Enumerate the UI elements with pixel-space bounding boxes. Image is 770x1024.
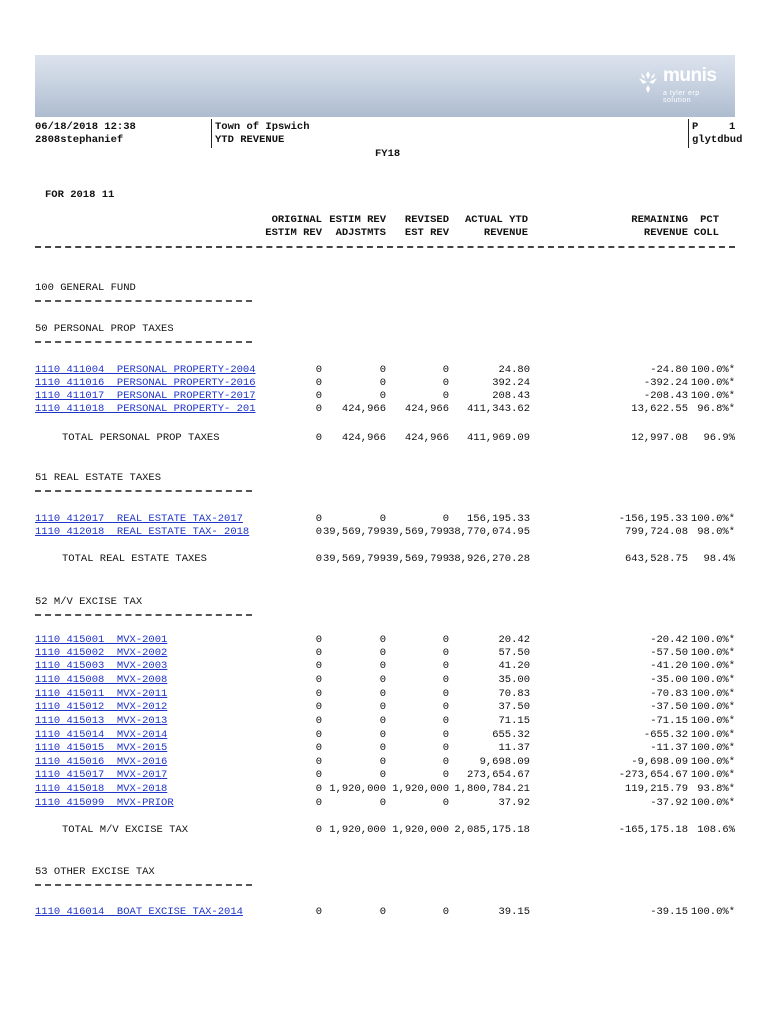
cell-remaining-revenue: -37.50	[650, 701, 688, 713]
account-row	[35, 526, 735, 539]
cell-pct-coll: 100.0%*	[690, 390, 735, 402]
cell-remaining-revenue: 119,215.79	[624, 783, 688, 795]
cell-original-estim-rev: 0	[315, 364, 322, 376]
cell-estim-rev-adjstmts: 0	[379, 715, 386, 727]
cell-original-estim-rev: 0	[315, 756, 322, 768]
cell-remaining-revenue: -24.80	[650, 364, 688, 376]
total-label: TOTAL PERSONAL PROP TAXES	[62, 432, 220, 444]
col-header-original-estim-rev	[265, 214, 322, 240]
cell-estim-rev-adjstmts: 0	[379, 660, 386, 672]
account-row	[35, 688, 735, 701]
cell-revised-est-rev: 0	[442, 797, 449, 809]
total-original-estim-rev: 0	[315, 553, 322, 565]
cell-original-estim-rev: 0	[315, 715, 322, 727]
cell-revised-est-rev: 0	[442, 906, 449, 918]
account-row	[35, 403, 735, 416]
cell-remaining-revenue: -208.43	[643, 390, 688, 402]
total-revised-est-rev: 1,920,000	[392, 824, 449, 836]
cell-actual-ytd-revenue: 156,195.33	[466, 513, 530, 525]
total-remaining-revenue: 643,528.75	[624, 553, 688, 565]
account-link[interactable]: 1110 415018 MVX-2018	[35, 783, 168, 795]
cell-remaining-revenue: -37.92	[650, 797, 688, 809]
col-header-pct-coll	[694, 214, 719, 240]
total-actual-ytd-revenue: 38,926,270.28	[448, 553, 530, 565]
header-divider-left	[211, 119, 212, 148]
cell-original-estim-rev: 0	[315, 783, 322, 795]
cell-original-estim-rev: 0	[315, 660, 322, 672]
cell-estim-rev-adjstmts: 0	[379, 742, 386, 754]
cell-estim-rev-adjstmts: 0	[379, 674, 386, 686]
cell-estim-rev-adjstmts: 0	[379, 797, 386, 809]
cell-pct-coll: 98.0%*	[697, 526, 735, 538]
cell-estim-rev-adjstmts: 0	[379, 634, 386, 646]
cell-pct-coll: 100.0%*	[690, 715, 735, 727]
cell-remaining-revenue: -655.32	[643, 729, 688, 741]
cell-revised-est-rev: 0	[442, 647, 449, 659]
report-user: 2808stephanief	[35, 134, 124, 146]
cell-pct-coll: 100.0%*	[690, 769, 735, 781]
account-link[interactable]: 1110 415008 MVX-2008	[35, 674, 168, 686]
col-header-line: ESTIM REV	[265, 227, 322, 239]
cell-pct-coll: 100.0%*	[690, 742, 735, 754]
cell-original-estim-rev: 0	[315, 688, 322, 700]
cell-revised-est-rev: 39,569,799	[385, 526, 449, 538]
cell-estim-rev-adjstmts: 0	[379, 688, 386, 700]
cell-actual-ytd-revenue: 24.80	[498, 364, 530, 376]
account-row	[35, 377, 735, 390]
account-row	[35, 674, 735, 687]
cell-actual-ytd-revenue: 41.20	[498, 660, 530, 672]
account-link[interactable]: 1110 415015 MVX-2015	[35, 742, 168, 754]
cell-pct-coll: 100.0%*	[690, 647, 735, 659]
cell-actual-ytd-revenue: 37.50	[498, 701, 530, 713]
section-title: 53 OTHER EXCISE TAX	[35, 866, 155, 878]
cell-pct-coll: 100.0%*	[690, 364, 735, 376]
cell-actual-ytd-revenue: 35.00	[498, 674, 530, 686]
account-link[interactable]: 1110 411017 PERSONAL PROPERTY-2017	[35, 390, 256, 402]
cell-original-estim-rev: 0	[315, 742, 322, 754]
report-banner	[35, 55, 735, 117]
col-header-remaining-revenue	[631, 214, 688, 240]
cell-actual-ytd-revenue: 39.15	[498, 906, 530, 918]
cell-original-estim-rev: 0	[315, 403, 322, 415]
account-link[interactable]: 1110 415003 MVX-2003	[35, 660, 168, 672]
cell-remaining-revenue: -71.15	[650, 715, 688, 727]
cell-actual-ytd-revenue: 37.92	[498, 797, 530, 809]
col-header-revised-est-rev	[405, 214, 449, 240]
section-title-rule	[35, 490, 252, 492]
cell-pct-coll: 100.0%*	[690, 513, 735, 525]
section-title-rule	[35, 341, 252, 343]
col-header-line: EST REV	[404, 227, 449, 239]
total-label: TOTAL M/V EXCISE TAX	[62, 824, 189, 836]
col-header-line: REMAINING	[631, 214, 688, 226]
account-link[interactable]: 1110 411018 PERSONAL PROPERTY- 201	[35, 403, 256, 415]
cell-estim-rev-adjstmts: 0	[379, 513, 386, 525]
header-rule	[35, 246, 735, 248]
account-link[interactable]: 1110 415013 MVX-2013	[35, 715, 168, 727]
cell-actual-ytd-revenue: 655.32	[492, 729, 530, 741]
total-actual-ytd-revenue: 2,085,175.18	[454, 824, 530, 836]
munis-logo	[633, 63, 725, 109]
cell-revised-est-rev: 0	[442, 742, 449, 754]
col-header-line: ADJSTMTS	[335, 227, 386, 239]
cell-revised-est-rev: 0	[442, 715, 449, 727]
col-header-line: REVISED	[404, 214, 449, 226]
cell-remaining-revenue: -35.00	[650, 674, 688, 686]
cell-remaining-revenue: -20.42	[650, 634, 688, 646]
cell-original-estim-rev: 0	[315, 526, 322, 538]
cell-original-estim-rev: 0	[315, 701, 322, 713]
fund-title: 100 GENERAL FUND	[35, 282, 136, 294]
total-original-estim-rev: 0	[315, 824, 322, 836]
cell-pct-coll: 100.0%*	[690, 674, 735, 686]
section-title-rule	[35, 614, 252, 616]
account-link[interactable]: 1110 415011 MVX-2011	[35, 688, 168, 700]
cell-remaining-revenue: -41.20	[650, 660, 688, 672]
account-link[interactable]: 1110 416014 BOAT EXCISE TAX-2014	[35, 906, 243, 918]
section-total-row	[35, 432, 735, 445]
cell-estim-rev-adjstmts: 1,920,000	[329, 783, 386, 795]
col-header-line: COLL	[693, 227, 719, 239]
cell-estim-rev-adjstmts: 0	[379, 701, 386, 713]
cell-remaining-revenue: 799,724.08	[624, 526, 688, 538]
fund-title-rule	[35, 300, 252, 302]
cell-actual-ytd-revenue: 11.37	[498, 742, 530, 754]
cell-actual-ytd-revenue: 70.83	[498, 688, 530, 700]
cell-pct-coll: 100.0%*	[690, 906, 735, 918]
cell-revised-est-rev: 0	[442, 390, 449, 402]
cell-revised-est-rev: 0	[442, 364, 449, 376]
cell-original-estim-rev: 0	[315, 377, 322, 389]
cell-remaining-revenue: 13,622.55	[631, 403, 688, 415]
cell-pct-coll: 100.0%*	[690, 688, 735, 700]
cell-revised-est-rev: 0	[442, 688, 449, 700]
org-name: Town of Ipswich	[215, 121, 310, 133]
account-link[interactable]: 1110 415099 MVX-PRIOR	[35, 797, 174, 809]
cell-pct-coll: 100.0%*	[690, 377, 735, 389]
page-number: 1	[729, 121, 736, 133]
cell-estim-rev-adjstmts: 0	[379, 756, 386, 768]
section-title: 52 M/V EXCISE TAX	[35, 596, 143, 608]
account-row	[35, 769, 735, 782]
account-link[interactable]: 1110 415012 MVX-2012	[35, 701, 168, 713]
cell-original-estim-rev: 0	[315, 797, 322, 809]
cell-original-estim-rev: 0	[315, 674, 322, 686]
cell-remaining-revenue: -39.15	[650, 906, 688, 918]
cell-actual-ytd-revenue: 392.24	[492, 377, 530, 389]
cell-actual-ytd-revenue: 1,800,784.21	[454, 783, 530, 795]
cell-actual-ytd-revenue: 71.15	[498, 715, 530, 727]
cell-revised-est-rev: 0	[442, 513, 449, 525]
cell-remaining-revenue: -273,654.67	[618, 769, 688, 781]
cell-estim-rev-adjstmts: 0	[379, 647, 386, 659]
cell-revised-est-rev: 424,966	[404, 403, 449, 415]
total-revised-est-rev: 39,569,799	[385, 553, 449, 565]
account-row	[35, 756, 735, 769]
cell-estim-rev-adjstmts: 39,569,799	[322, 526, 386, 538]
cell-remaining-revenue: -70.83	[650, 688, 688, 700]
cell-estim-rev-adjstmts: 0	[379, 377, 386, 389]
cell-revised-est-rev: 0	[442, 756, 449, 768]
cell-estim-rev-adjstmts: 0	[379, 906, 386, 918]
account-row	[35, 742, 735, 755]
account-row	[35, 797, 735, 810]
cell-actual-ytd-revenue: 20.42	[498, 634, 530, 646]
cell-remaining-revenue: -156,195.33	[618, 513, 688, 525]
cell-remaining-revenue: -11.37	[650, 742, 688, 754]
cell-revised-est-rev: 0	[442, 674, 449, 686]
cell-original-estim-rev: 0	[315, 906, 322, 918]
report-datetime: 06/18/2018 12:38	[35, 121, 136, 133]
col-header-line: REVENUE	[483, 227, 528, 239]
cell-estim-rev-adjstmts: 424,966	[341, 403, 386, 415]
cell-actual-ytd-revenue: 38,770,074.95	[448, 526, 530, 538]
account-row	[35, 701, 735, 714]
account-link[interactable]: 1110 411016 PERSONAL PROPERTY-2016	[35, 377, 256, 389]
total-estim-rev-adjstmts: 1,920,000	[329, 824, 386, 836]
cell-pct-coll: 100.0%*	[690, 634, 735, 646]
total-remaining-revenue: -165,175.18	[618, 824, 688, 836]
account-link[interactable]: 1110 412018 REAL ESTATE TAX- 2018	[35, 526, 250, 538]
cell-pct-coll: 96.8%*	[697, 403, 735, 415]
page-label: P	[692, 121, 699, 133]
total-label: TOTAL REAL ESTATE TAXES	[62, 553, 207, 565]
account-link[interactable]: 1110 415016 MVX-2016	[35, 756, 168, 768]
account-row	[35, 390, 735, 403]
cell-revised-est-rev: 1,920,000	[392, 783, 449, 795]
section-title: 50 PERSONAL PROP TAXES	[35, 323, 174, 335]
cell-estim-rev-adjstmts: 0	[379, 729, 386, 741]
cell-actual-ytd-revenue: 208.43	[492, 390, 530, 402]
account-link[interactable]: 1110 415001 MVX-2001	[35, 634, 168, 646]
col-header-actual-ytd-revenue	[465, 214, 528, 240]
cell-revised-est-rev: 0	[442, 769, 449, 781]
total-pct-coll: 98.4%	[703, 553, 735, 565]
cell-original-estim-rev: 0	[315, 634, 322, 646]
account-link[interactable]: 1110 411004 PERSONAL PROPERTY-2004	[35, 364, 256, 376]
total-revised-est-rev: 424,966	[404, 432, 449, 444]
account-row	[35, 634, 735, 647]
account-row	[35, 906, 735, 919]
cell-original-estim-rev: 0	[315, 647, 322, 659]
account-link[interactable]: 1110 415014 MVX-2014	[35, 729, 168, 741]
col-header-line: ORIGINAL	[271, 214, 322, 226]
cell-pct-coll: 93.8%*	[697, 783, 735, 795]
account-link[interactable]: 1110 412017 REAL ESTATE TAX-2017	[35, 513, 243, 525]
section-total-row	[35, 553, 735, 566]
cell-revised-est-rev: 0	[442, 634, 449, 646]
account-link[interactable]: 1110 415002 MVX-2002	[35, 647, 168, 659]
cell-revised-est-rev: 0	[442, 377, 449, 389]
total-actual-ytd-revenue: 411,969.09	[466, 432, 530, 444]
report-title: YTD REVENUE	[215, 134, 285, 146]
cell-revised-est-rev: 0	[442, 660, 449, 672]
cell-remaining-revenue: -57.50	[650, 647, 688, 659]
cell-pct-coll: 100.0%*	[690, 701, 735, 713]
account-row	[35, 660, 735, 673]
logo-tagline: a tyler erp solution	[663, 90, 700, 104]
account-link[interactable]: 1110 415017 MVX-2017	[35, 769, 168, 781]
header-divider-right	[688, 119, 689, 148]
section-total-row	[35, 824, 735, 837]
cell-pct-coll: 100.0%*	[690, 797, 735, 809]
account-row	[35, 364, 735, 377]
cell-pct-coll: 100.0%*	[690, 756, 735, 768]
account-row	[35, 783, 735, 796]
account-row	[35, 715, 735, 728]
cell-revised-est-rev: 0	[442, 729, 449, 741]
cell-actual-ytd-revenue: 9,698.09	[479, 756, 530, 768]
col-header-line: REVENUE	[643, 227, 688, 239]
section-title-rule	[35, 884, 252, 886]
cell-actual-ytd-revenue: 411,343.62	[466, 403, 530, 415]
cell-remaining-revenue: -392.24	[643, 377, 688, 389]
fiscal-year: FY18	[375, 148, 401, 160]
logo-name: munis	[663, 65, 717, 86]
cell-estim-rev-adjstmts: 0	[379, 769, 386, 781]
total-estim-rev-adjstmts: 39,569,799	[322, 553, 386, 565]
total-estim-rev-adjstmts: 424,966	[341, 432, 386, 444]
cell-pct-coll: 100.0%*	[690, 660, 735, 672]
total-original-estim-rev: 0	[315, 432, 322, 444]
cell-original-estim-rev: 0	[315, 513, 322, 525]
cell-actual-ytd-revenue: 273,654.67	[466, 769, 530, 781]
report-code: glytdbud	[692, 134, 743, 146]
report-period: FOR 2018 11	[45, 189, 115, 201]
total-pct-coll: 96.9%	[703, 432, 735, 444]
cell-original-estim-rev: 0	[315, 769, 322, 781]
cell-estim-rev-adjstmts: 0	[379, 364, 386, 376]
col-header-estim-rev-adjstmts	[329, 214, 386, 240]
cell-pct-coll: 100.0%*	[690, 729, 735, 741]
account-row	[35, 729, 735, 742]
account-row	[35, 647, 735, 660]
account-row	[35, 513, 735, 526]
cell-original-estim-rev: 0	[315, 390, 322, 402]
total-pct-coll: 108.6%	[697, 824, 735, 836]
col-header-line: PCT	[700, 214, 719, 226]
munis-logo-icon	[635, 69, 661, 95]
cell-original-estim-rev: 0	[315, 729, 322, 741]
cell-revised-est-rev: 0	[442, 701, 449, 713]
cell-remaining-revenue: -9,698.09	[631, 756, 688, 768]
total-remaining-revenue: 12,997.08	[631, 432, 688, 444]
col-header-line: ESTIM REV	[329, 214, 386, 226]
section-title: 51 REAL ESTATE TAXES	[35, 472, 162, 484]
cell-actual-ytd-revenue: 57.50	[498, 647, 530, 659]
col-header-line: ACTUAL YTD	[464, 214, 528, 226]
cell-estim-rev-adjstmts: 0	[379, 390, 386, 402]
